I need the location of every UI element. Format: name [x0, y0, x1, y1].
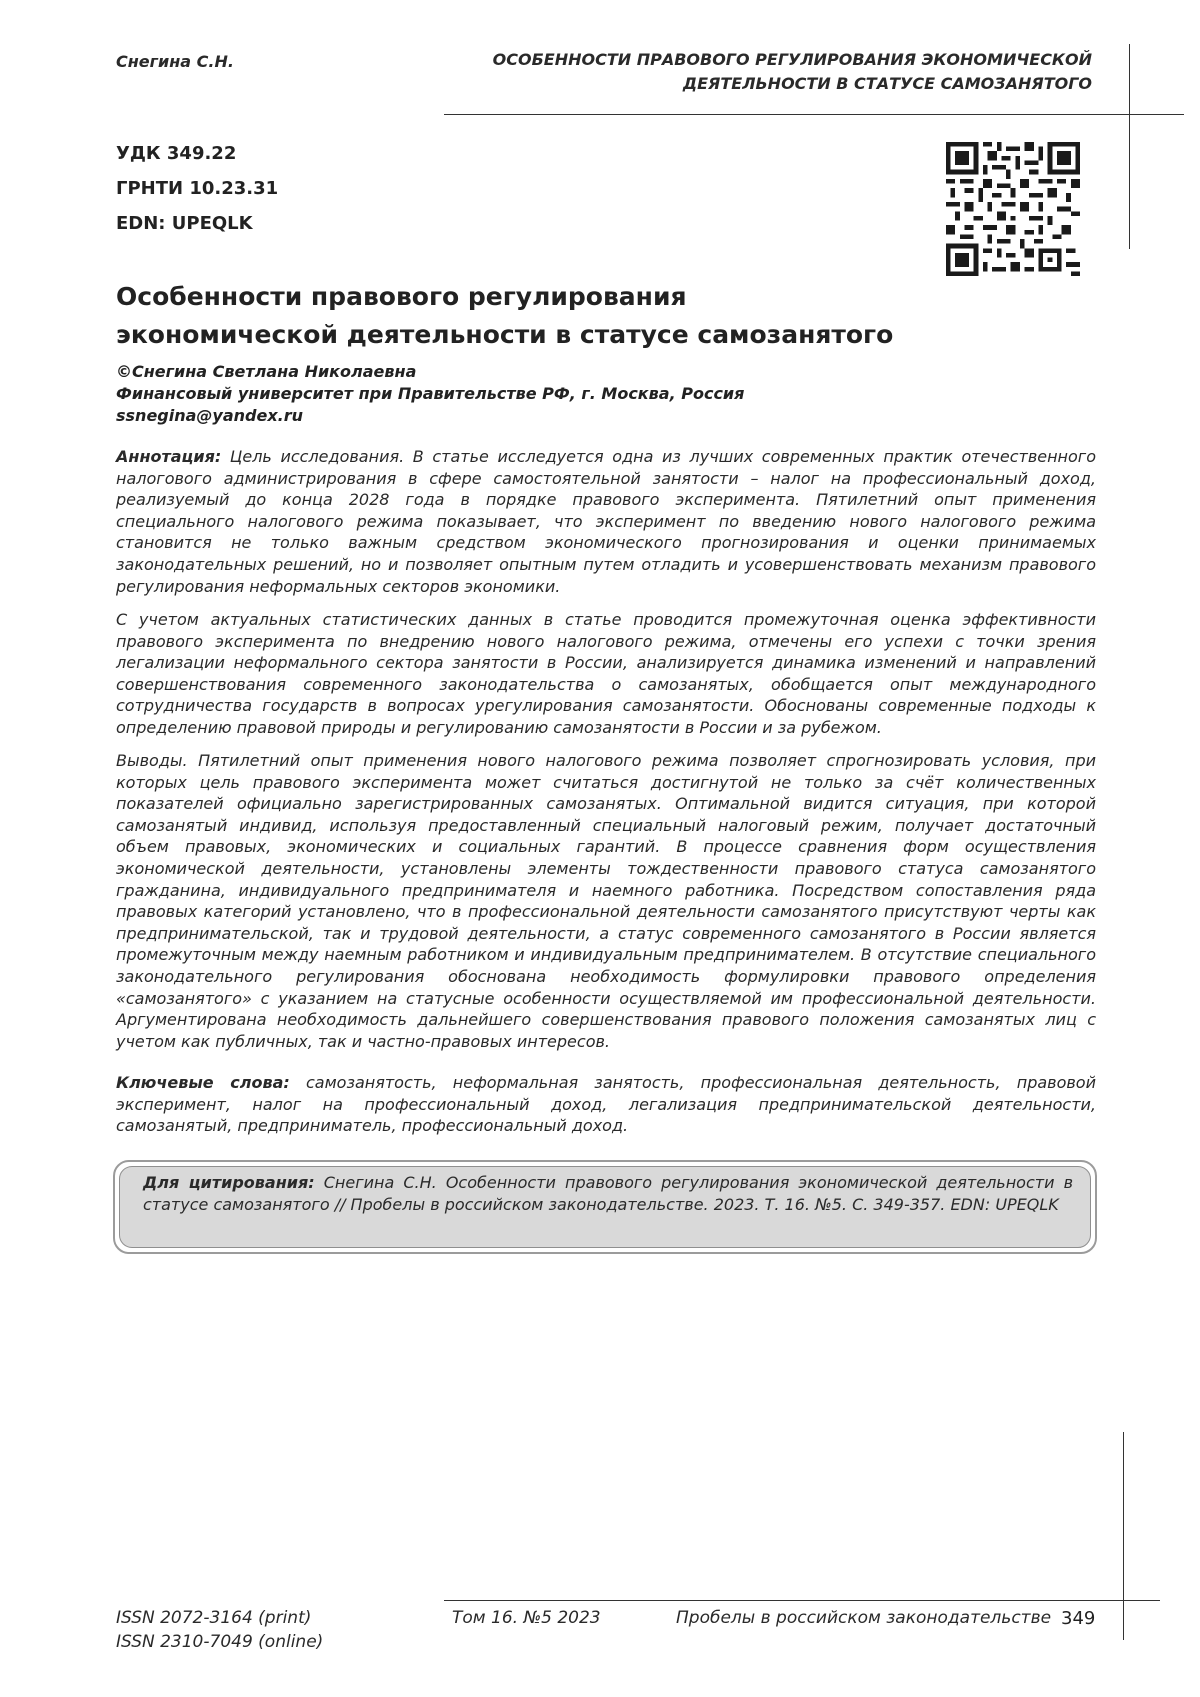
author-email: ssnegina@yandex.ru — [116, 406, 304, 425]
issn-print: ISSN 2072-3164 (print) — [116, 1608, 312, 1628]
citation-label: Для цитирования: — [143, 1173, 315, 1192]
header-vertical-rule — [1129, 44, 1130, 249]
article-title: Особенности правового регулирования экономической деятельности в статусе самозанятого — [116, 282, 894, 349]
running-title-line-1: ОСОБЕННОСТИ ПРАВОВОГО РЕГУЛИРОВАНИЯ ЭКОНОМИЧЕСКОЙ — [492, 50, 1092, 69]
author-name: ©Снегина Светлана Николаевна — [116, 362, 417, 381]
footer-vertical-rule — [1123, 1432, 1124, 1640]
author-affiliation: Финансовый университет при Правительстве РФ, г. Москва, Россия — [116, 384, 745, 403]
journal-name: Пробелы в российском законодательстве — [676, 1608, 1052, 1628]
keywords-text: самозанятость, неформальная занятость, профессиональная деятельность, правовой эксперимент, налог на профессиональный доход, легализация предпринимательской деятельности, самозанятый, предприниматель, профессиональный доход. — [116, 1073, 1096, 1136]
running-author: Снегина С.Н. — [116, 52, 234, 71]
abstract-label: Аннотация: — [116, 447, 222, 466]
abstract-text-1: Цель исследования. В статье исследуется одна из лучших современных практик отечественного налогового администрирования в сфере самостоятельной занятости – налог на профессиональный доход, реализуемый до конца 2028 года в порядке правового эксперимента. Пятилетний опыт применения специального налогового режима показывает, что эксперимент по введению нового налогового режима становится не только важным средством экономического прогнозирования и оценки принимаемых законодательных решений, но и позволяет опытным путем отладить и усовершенствовать механизм правового регулирования неформальных секторов экономики. — [116, 447, 1096, 596]
citation-text: Снегина С.Н. Особенности правового регулирования экономической деятельности в статусе самозанятого // Пробелы в российском законодательстве. 2023. Т. 16. №5. С. 349-357. EDN: UPEQLK — [143, 1173, 1073, 1214]
issn-online: ISSN 2310-7049 (online) — [116, 1632, 324, 1652]
edn-code: EDN: UPEQLK — [116, 213, 253, 234]
running-title — [452, 48, 1092, 96]
abstract-paragraph-3: Выводы. Пятилетний опыт применения нового налогового режима позволяет спрогнозировать условия, при которых цель правового эксперимента может считаться достигнутой не только за счёт количественных показателей официально зарегистрированных самозанятых. Оптимальной видится ситуация, при которой самозанятый индивид, используя предоставленный специальный налоговый режим, получает достаточный объем правовых, экономических и социальных гарантий. В процессе сравнения форм осуществления экономической деятельности, установлены элементы тождественности правового статуса самозанятого гражданина, индивидуального предпринимателя и наемного работника. Посредством сопоставления ряда правовых категорий установлено, что в профессиональной деятельности самозанятого присутствуют черты как предпринимательской, так и трудовой деятельности, а статус современного самозанятого в России является промежуточным между наемным работником и индивидуальным предпринимателем. В отсутствие специального законодательного регулирования обоснована необходимость формулировки правового определения «самозанятого» с указанием на статусные особенности осуществляемой им профессиональной деятельности. Аргументирована необходимость дальнейшего совершенствования правового положения самозанятых лиц с учетом как публичных, так и частно-правовых интересов. — [116, 751, 1096, 1051]
running-title-line-2: ДЕЯТЕЛЬНОСТИ В СТАТУСЕ САМОЗАНЯТОГО — [682, 74, 1092, 93]
header-rule — [444, 114, 1184, 115]
abstract-paragraph-1 — [116, 446, 1096, 597]
keywords — [116, 1072, 1096, 1137]
citation — [143, 1172, 1073, 1215]
abstract-paragraph-2: С учетом актуальных статистических данных в статье проводится промежуточная оценка эффективности правового эксперимента по внедрению нового налогового режима, отмечены его успехи с точки зрения легализации неформального сектора занятости в России, анализируется динамика изменений и направлений совершенствования современного законодательства о самозанятых, обобщается опыт международного сотрудничества государств в вопросах урегулирования самозанятости. Обоснованы современные подходы к определению правовой природы и регулированию самозанятости в России и за рубежом. — [116, 610, 1096, 737]
udk-code: УДК 349.22 — [116, 143, 237, 164]
keywords-label: Ключевые слова: — [116, 1073, 290, 1092]
qr-code-icon — [946, 142, 1080, 276]
page-number: 349 — [1061, 1608, 1096, 1629]
volume-issue: Том 16. №5 2023 — [452, 1608, 601, 1628]
grnti-code: ГРНТИ 10.23.31 — [116, 178, 279, 199]
footer-rule — [444, 1600, 1160, 1601]
